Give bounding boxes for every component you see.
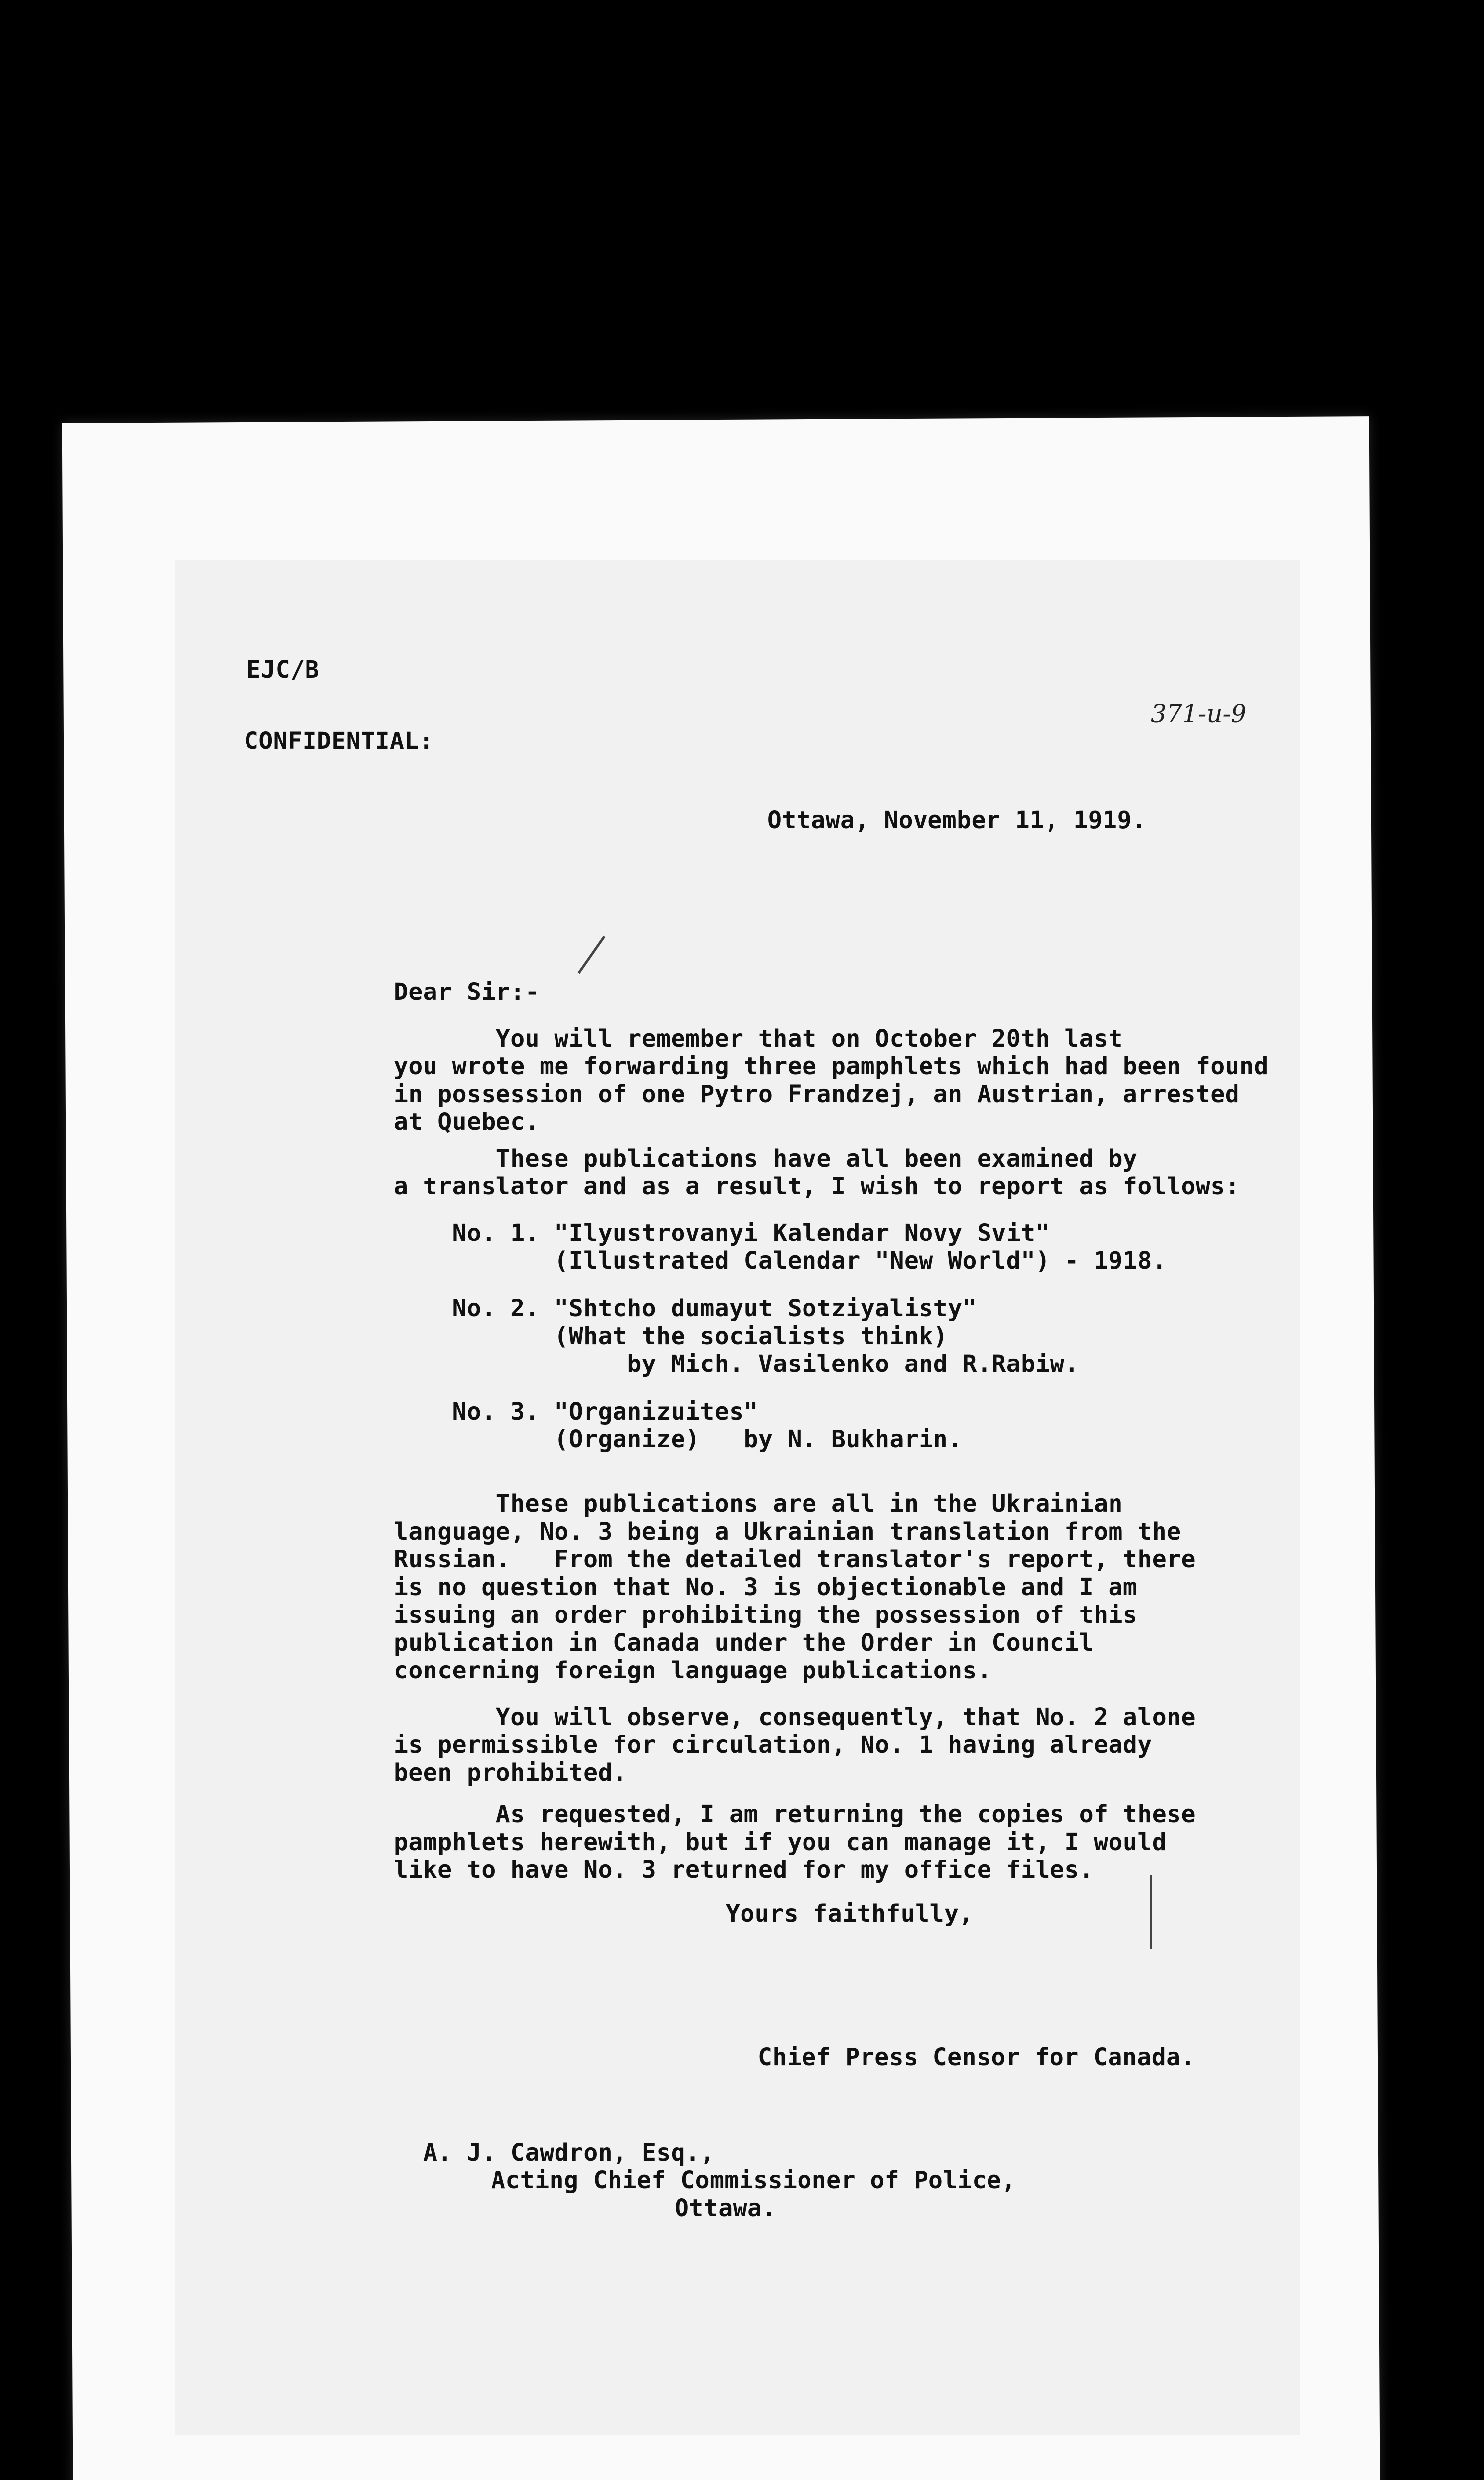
closing: Yours faithfully, xyxy=(726,1900,974,1927)
body-line: been prohibited. xyxy=(394,1759,627,1787)
body-line: You will observe, consequently, that No. 2 alone xyxy=(394,1703,1196,1731)
recipient-name: A. J. Cawdron, Esq., xyxy=(423,2139,715,2167)
body-line: pamphlets herewith, but if you can manage it, I would xyxy=(394,1828,1167,1856)
signatory-title: Chief Press Censor for Canada. xyxy=(758,2044,1195,2071)
reference-code: EJC/B xyxy=(247,656,319,683)
file-number: 371-u-9 xyxy=(1151,699,1247,728)
body-line: is permissible for circulation, No. 1 having already xyxy=(394,1731,1152,1759)
date-line: Ottawa, November 11, 1919. xyxy=(767,806,1147,834)
classification-label: CONFIDENTIAL: xyxy=(244,727,434,755)
recipient-title: Acting Chief Commissioner of Police, xyxy=(491,2167,1016,2194)
publication-2-title: No. 2. "Shtcho dumayut Sotziyalisty" xyxy=(394,1295,977,1322)
body-line: is no question that No. 3 is objectionable and I am xyxy=(394,1573,1138,1601)
publication-1-title: No. 1. "Ilyustrovanyi Kalendar Novy Svit" xyxy=(394,1219,1050,1247)
publication-3-title: No. 3. "Organizuites" xyxy=(394,1398,758,1426)
recipient-city: Ottawa. xyxy=(675,2194,777,2222)
body-line: you wrote me forwarding three pamphlets which had been found xyxy=(394,1053,1269,1080)
body-line: As requested, I am returning the copies of these xyxy=(394,1800,1196,1828)
body-line: Russian. From the detailed translator's report, there xyxy=(394,1546,1196,1573)
body-line: like to have No. 3 returned for my office files. xyxy=(394,1856,1094,1884)
body-line: at Quebec. xyxy=(394,1108,540,1136)
body-line: a translator and as a result, I wish to report as follows: xyxy=(394,1173,1240,1200)
salutation: Dear Sir:- xyxy=(394,978,540,1006)
publication-2-translation: (What the socialists think) xyxy=(394,1322,948,1350)
body-line: These publications are all in the Ukrainian xyxy=(394,1490,1123,1518)
publication-3-translation: (Organize) by N. Bukharin. xyxy=(394,1426,963,1453)
publication-1-translation: (Illustrated Calendar "New World") - 1918. xyxy=(394,1247,1167,1275)
publication-2-authors: by Mich. Vasilenko and R.Rabiw. xyxy=(394,1350,1079,1378)
body-line: in possession of one Pytro Frandzej, an Austrian, arrested xyxy=(394,1080,1240,1108)
body-line: language, No. 3 being a Ukrainian translation from the xyxy=(394,1518,1181,1546)
body-line: You will remember that on October 20th last xyxy=(394,1025,1123,1053)
body-line: publication in Canada under the Order in Council xyxy=(394,1629,1094,1657)
body-line: concerning foreign language publications. xyxy=(394,1657,992,1684)
body-line: These publications have all been examined by xyxy=(394,1145,1138,1173)
body-line: issuing an order prohibiting the possession of this xyxy=(394,1601,1138,1629)
stray-pen-mark xyxy=(1150,1875,1152,1949)
